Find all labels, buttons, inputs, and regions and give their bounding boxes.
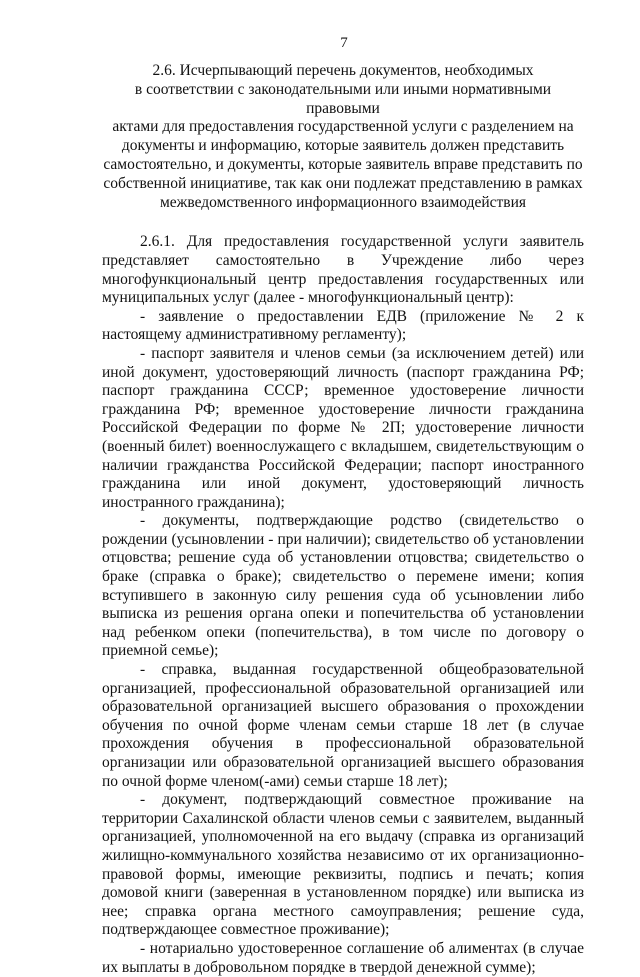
list-item-residence-document: - документ, подтверждающий совместное проживание на территории Сахалинской области членов семьи с заявителем, выданный организацией, уполномоченной на его выдачу (справка из организаций жилищно-коммунального хозяйства независимо от их организационно-правовой формы, имеющие реквизиты, подпись и печать; копия домовой книги (заверенная в установленном порядке) или выписка из нее; справка органа местного самоуправления; решение суда, подтверждающее совместное проживание); xyxy=(102,791,584,939)
section-heading xyxy=(102,62,584,212)
heading-line: самостоятельно, и документы, которые заявитель вправе представить по xyxy=(103,155,583,173)
list-item-application: - заявление о предоставлении ЕДВ (приложение № 2 к настоящему административному регламенту); xyxy=(102,307,584,344)
list-item-education-certificate: - справка, выданная государственной общеобразовательной организацией, профессиональной образовательной организацией или образовательной организацией высшего образования о прохождении обучения по очной форме членам семьи старше 18 лет (в случае прохождения обучения в профессиональной образовательной организации или образовательной организацией высшего образования по очной форме членом(-ами) семьи старше 18 лет); xyxy=(102,661,584,790)
document-body xyxy=(102,233,584,977)
heading-line: актами для предоставления государственной услуги с разделением на xyxy=(112,118,574,136)
list-item-alimony-agreement: - нотариально удостоверенное соглашение об алиментах (в случае их выплаты в добровольном порядке в твердой денежной сумме); xyxy=(102,939,584,976)
heading-line: документы и информацию, которые заявитель должен представить xyxy=(121,137,565,155)
paragraph-intro: 2.6.1. Для предоставления государственной услуги заявитель представляет самостоятельно в Учреждение либо через многофункциональный центр предоставления государственных или муниципальных услуг (далее - многофункциональный центр): xyxy=(102,233,584,307)
list-item-passport: - паспорт заявителя и членов семьи (за исключением детей) или иной документ, удостоверяющий личность (паспорт гражданина РФ; паспорт гражданина СССР; временное удостоверение личности гражданина РФ; временное удостоверение личности гражданина Российской Федерации по форме № 2П; удостоверение личности (военный билет) военнослужащего с вкладышем, свидетельствующим о наличии гражданства Российской Федерации; паспорт иностранного гражданина или иной документ, удостоверяющий личность иностранного гражданина); xyxy=(102,344,584,511)
heading-line: в соответствии с законодательными или иными нормативными правовыми xyxy=(134,80,552,117)
heading-line: собственной инициативе, так как они подлежат представлению в рамках xyxy=(103,174,583,192)
heading-line: межведомственного информационного взаимодействия xyxy=(159,193,527,211)
list-item-kinship-documents: - документы, подтверждающие родство (свидетельство о рождении (усыновлении - при наличии); свидетельство об установлении отцовства; решение суда об установлении отцовства; свидетельство о браке (справка о браке); свидетельство о перемене имени; копия вступившего в законную силу решения суда об усыновлении либо выписка из решения органа опеки и попечительства об установлении над ребенком опеки (попечительства), в том числе по договору о приемной семье); xyxy=(102,512,584,660)
heading-line: 2.6. Исчерпывающий перечень документов, необходимых xyxy=(152,62,534,79)
page-number: 7 xyxy=(340,35,348,51)
